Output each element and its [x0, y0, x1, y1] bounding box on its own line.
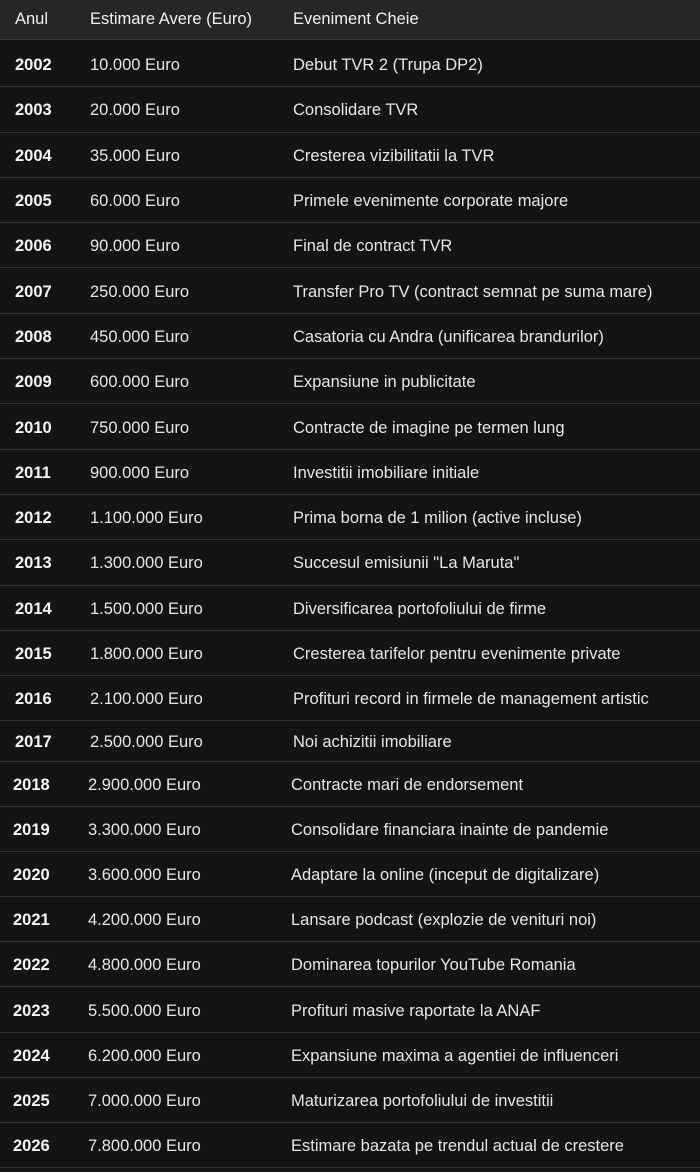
cell-year: 2002	[15, 56, 52, 75]
table-row	[0, 314, 700, 359]
table-row	[0, 762, 700, 807]
cell-year: 2026	[13, 1136, 50, 1155]
cell-estimate: 1.500.000 Euro	[90, 599, 203, 618]
cell-year: 2022	[13, 956, 50, 975]
cell-year: 2009	[15, 373, 52, 392]
table-row	[0, 178, 700, 223]
cell-year: 2013	[15, 554, 52, 573]
table-row	[0, 988, 700, 1033]
cell-event: Consolidare TVR	[293, 101, 419, 120]
cell-event: Final de contract TVR	[293, 237, 453, 256]
cell-event: Profituri record in firmele de management artistic	[293, 690, 649, 709]
cell-event: Expansiune in publicitate	[293, 373, 476, 392]
cell-event: Casatoria cu Andra (unificarea brandurilor)	[293, 327, 604, 346]
cell-event: Profituri masive raportate la ANAF	[291, 1001, 541, 1020]
table-row	[0, 676, 700, 721]
cell-year: 2012	[15, 509, 52, 528]
cell-estimate: 7.800.000 Euro	[88, 1136, 201, 1155]
cell-event: Consolidare financiara inainte de pandemie	[291, 821, 609, 840]
table-row	[0, 133, 700, 178]
table-row	[0, 359, 700, 404]
cell-year: 2003	[15, 101, 52, 120]
cell-event: Noi achizitii imobiliare	[293, 733, 452, 752]
cell-event: Dominarea topurilor YouTube Romania	[291, 956, 576, 975]
cell-estimate: 2.500.000 Euro	[90, 733, 203, 752]
table-row	[0, 942, 700, 987]
cell-event: Primele evenimente corporate majore	[293, 192, 569, 211]
table-row	[0, 1078, 700, 1123]
cell-event: Lansare podcast (explozie de venituri noi)	[291, 911, 597, 930]
table-row	[0, 495, 700, 540]
cell-year: 2010	[15, 418, 52, 437]
cell-year: 2006	[15, 237, 52, 256]
table-row	[0, 852, 700, 897]
cell-estimate: 3.600.000 Euro	[88, 866, 201, 885]
cell-estimate: 750.000 Euro	[90, 418, 190, 437]
table-bottom	[0, 1168, 700, 1172]
table-row	[0, 223, 700, 268]
table-row	[0, 722, 700, 763]
table-row	[0, 897, 700, 942]
cell-event: Expansiune maxima a agentiei de influenceri	[291, 1046, 619, 1065]
cell-event: Contracte de imagine pe termen lung	[293, 418, 565, 437]
cell-year: 2023	[13, 1001, 50, 1020]
cell-estimate: 4.800.000 Euro	[88, 956, 201, 975]
table-row	[0, 269, 700, 314]
cell-estimate: 450.000 Euro	[90, 327, 190, 346]
cell-event: Investitii imobiliare initiale	[293, 463, 480, 482]
cell-year: 2011	[15, 463, 51, 482]
cell-estimate: 900.000 Euro	[90, 463, 190, 482]
cell-estimate: 1.100.000 Euro	[90, 509, 203, 528]
cell-year: 2005	[15, 192, 52, 211]
cell-year: 2024	[13, 1046, 50, 1065]
header-year: Anul	[15, 10, 49, 28]
cell-estimate: 250.000 Euro	[90, 282, 190, 301]
cell-estimate: 20.000 Euro	[90, 101, 180, 120]
cell-event: Transfer Pro TV (contract semnat pe suma mare)	[293, 282, 653, 301]
cell-event: Cresterea tarifelor pentru evenimente private	[293, 645, 621, 664]
table-row	[0, 450, 700, 495]
cell-estimate: 60.000 Euro	[90, 192, 180, 211]
cell-year: 2015	[15, 645, 52, 664]
cell-estimate: 10.000 Euro	[90, 56, 180, 75]
cell-year: 2019	[13, 821, 50, 840]
cell-event: Debut TVR 2 (Trupa DP2)	[293, 56, 483, 75]
cell-year: 2017	[15, 733, 52, 752]
cell-event: Estimare bazata pe trendul actual de crestere	[291, 1136, 624, 1155]
cell-event: Prima borna de 1 milion (active incluse)	[293, 509, 582, 528]
table-row	[0, 87, 700, 132]
cell-estimate: 2.900.000 Euro	[88, 776, 201, 795]
cell-estimate: 3.300.000 Euro	[88, 821, 201, 840]
cell-year: 2021	[13, 911, 50, 930]
cell-event: Contracte mari de endorsement	[291, 776, 524, 795]
cell-estimate: 600.000 Euro	[90, 373, 190, 392]
cell-estimate: 4.200.000 Euro	[88, 911, 201, 930]
table-row	[0, 807, 700, 852]
cell-estimate: 2.100.000 Euro	[90, 690, 203, 709]
cell-year: 2020	[13, 866, 50, 885]
cell-event: Succesul emisiunii "La Maruta"	[293, 554, 520, 573]
cell-estimate: 35.000 Euro	[90, 146, 180, 165]
cell-event: Maturizarea portofoliului de investitii	[291, 1091, 554, 1110]
cell-estimate: 6.200.000 Euro	[88, 1046, 201, 1065]
table-row	[0, 540, 700, 585]
cell-year: 2016	[15, 690, 52, 709]
cell-year: 2018	[13, 776, 50, 795]
header-event: Eveniment Cheie	[293, 10, 419, 28]
cell-estimate: 5.500.000 Euro	[88, 1001, 201, 1020]
cell-year: 2007	[15, 282, 52, 301]
table-row	[0, 586, 700, 631]
cell-estimate: 90.000 Euro	[90, 237, 180, 256]
cell-event: Adaptare la online (inceput de digitalizare)	[291, 866, 600, 885]
cell-event: Diversificarea portofoliului de firme	[293, 599, 547, 618]
cell-estimate: 1.300.000 Euro	[90, 554, 203, 573]
cell-estimate: 7.000.000 Euro	[88, 1091, 201, 1110]
table-header	[0, 0, 700, 40]
cell-estimate: 1.800.000 Euro	[90, 645, 203, 664]
table-row	[0, 404, 700, 449]
table-row	[0, 1123, 700, 1168]
cell-year: 2004	[15, 146, 52, 165]
cell-year: 2008	[15, 327, 52, 346]
cell-year: 2025	[13, 1091, 50, 1110]
cell-event: Cresterea vizibilitatii la TVR	[293, 146, 495, 165]
cell-year: 2014	[15, 599, 52, 618]
table-row	[0, 631, 700, 676]
table-row	[0, 1033, 700, 1078]
header-estimate: Estimare Avere (Euro)	[90, 10, 253, 28]
table-row	[0, 42, 700, 87]
